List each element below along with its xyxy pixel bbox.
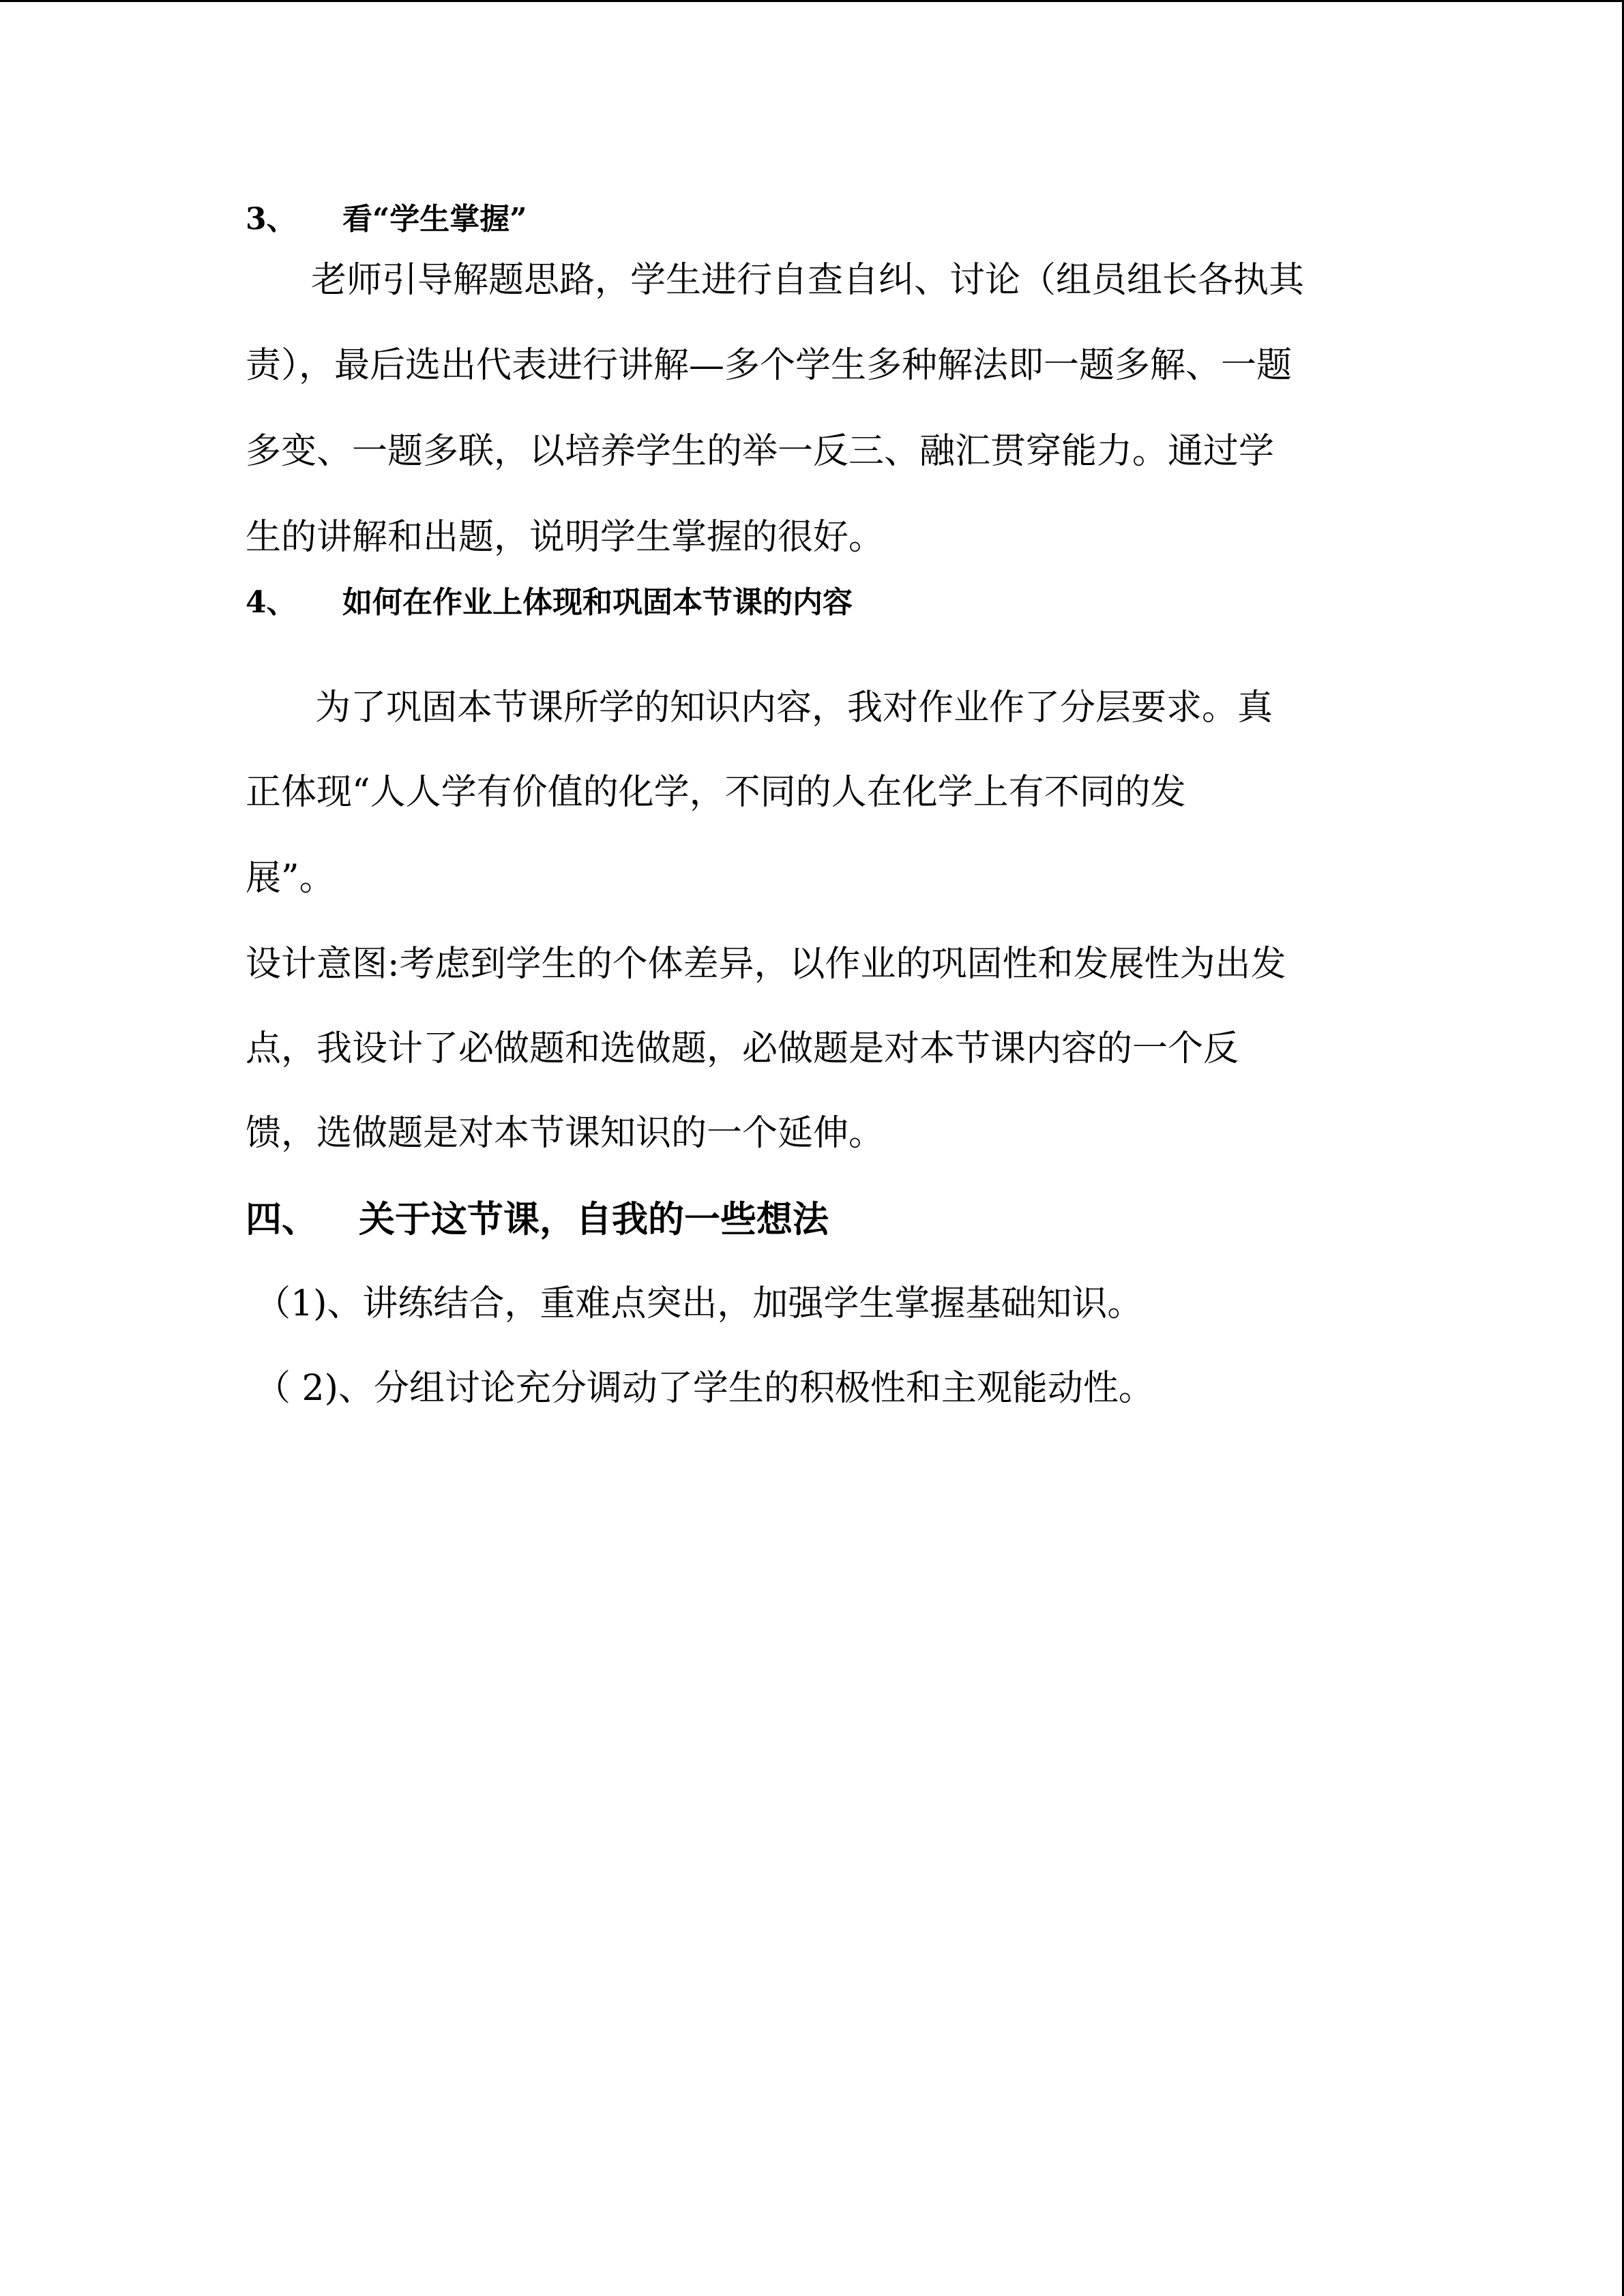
section-3-line-4: 生的讲解和出题，说明学生掌握的很好。 bbox=[246, 517, 885, 558]
section-3-line-2: 责），最后选出代表进行讲解—多个学生多种解法即一题多解、一题 bbox=[246, 345, 1293, 386]
section-3-heading bbox=[246, 202, 527, 237]
section-3-line-3: 多变、一题多联，以培养学生的举一反三、融汇贯穿能力。通过学 bbox=[246, 431, 1275, 472]
section-4-line-1: 为了巩固本节课所学的知识内容，我对作业作了分层要求。真 bbox=[315, 687, 1273, 728]
section-3-line-1: 老师引导解题思路，学生进行自查自纠、讨论（组员组长各执其 bbox=[311, 260, 1305, 301]
part-4-number: 四、 bbox=[246, 1198, 318, 1240]
page-border-top bbox=[0, 0, 1624, 2]
section-3-number: 3、 bbox=[246, 202, 297, 237]
section-4-line-3: 展”。 bbox=[246, 858, 335, 899]
part-4-item-1: （1)、讲练结合，重难点突出，加强学生掌握基础知识。 bbox=[255, 1283, 1143, 1324]
part-4-item-2: （ 2)、分组讨论充分调动了学生的积极性和主观能动性。 bbox=[255, 1368, 1154, 1409]
section-4-number: 4、 bbox=[246, 585, 297, 620]
section-4-line-2: 正体现“人人学有价值的化学，不同的人在化学上有不同的发 bbox=[246, 772, 1186, 813]
part-4-heading bbox=[246, 1198, 829, 1240]
part-4-title: 关于这节课，自我的一些想法 bbox=[359, 1198, 829, 1240]
section-4-title: 如何在作业上体现和巩固本节课的内容 bbox=[342, 585, 853, 620]
design-line-2: 点，我设计了必做题和选做题，必做题是对本节课内容的一个反 bbox=[246, 1028, 1239, 1069]
design-line-1: 设计意图:考虑到学生的个体差异，以作业的巩固性和发展性为出发 bbox=[246, 944, 1286, 985]
section-3-title: 看“学生掌握” bbox=[342, 202, 527, 237]
section-4-heading bbox=[246, 585, 853, 620]
design-line-3: 馈，选做题是对本节课知识的一个延伸。 bbox=[246, 1113, 885, 1154]
